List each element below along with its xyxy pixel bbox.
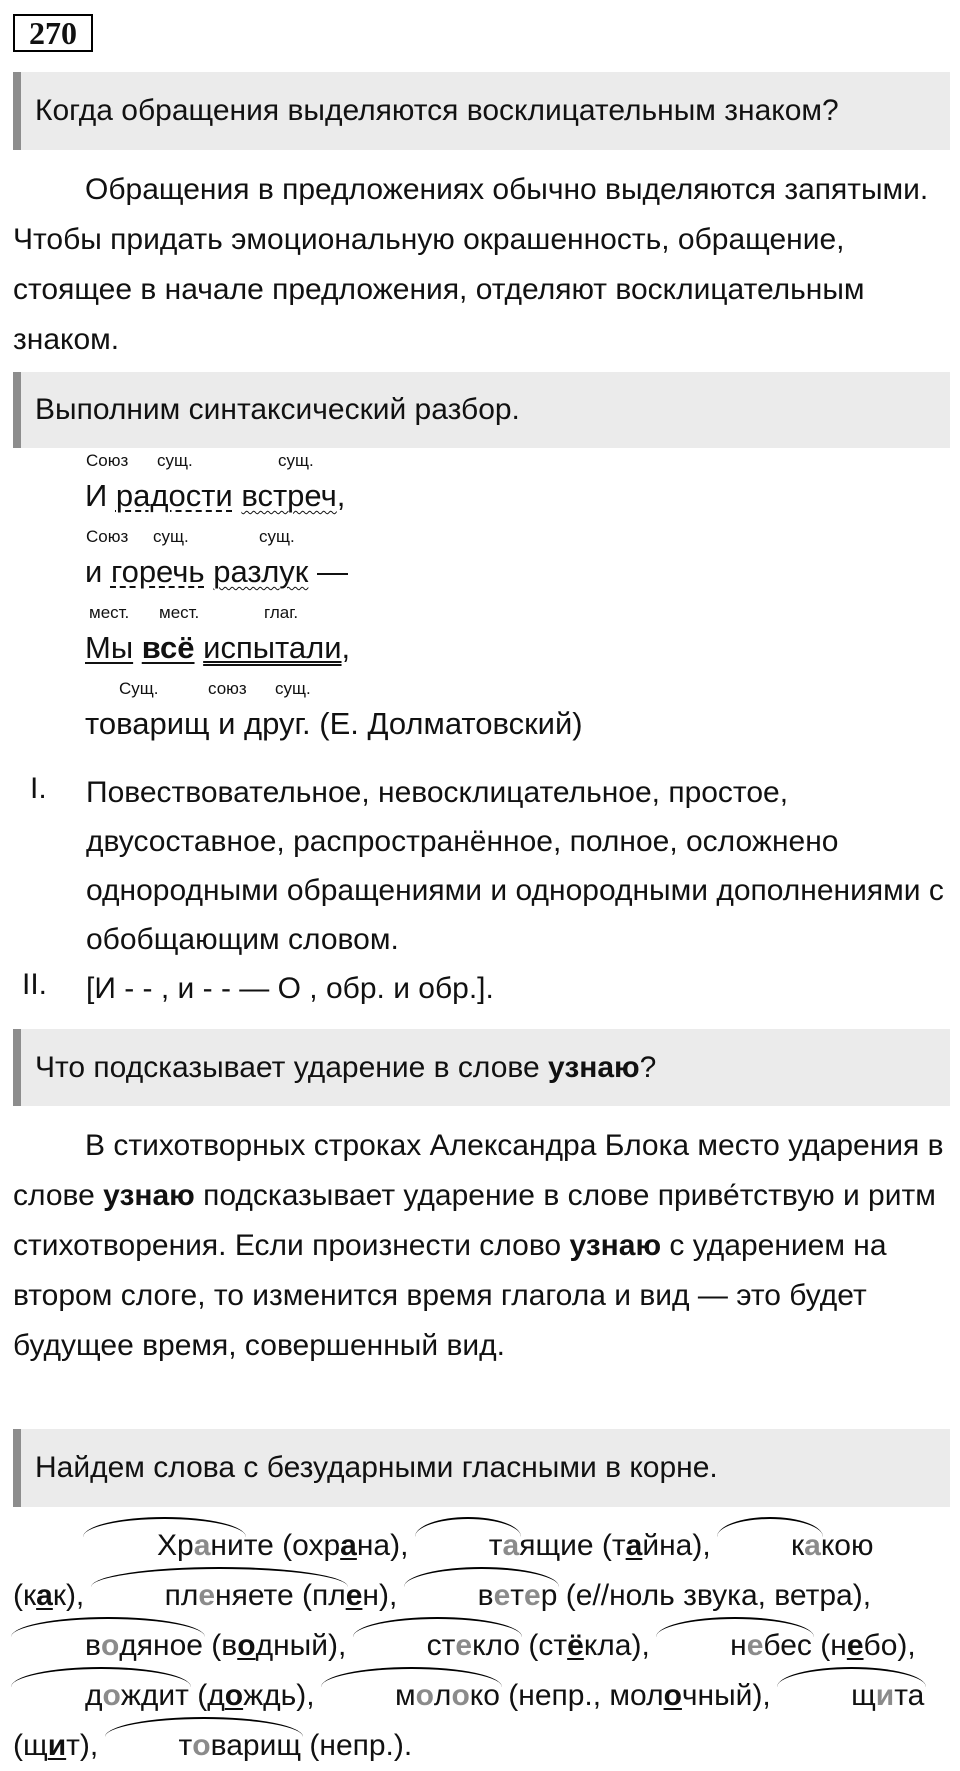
t: в	[85, 1629, 101, 1662]
label: мест.	[89, 603, 130, 622]
t: бес	[763, 1629, 812, 1662]
text: В стихотворных строках Александра Блока место ударения в слове	[13, 1129, 944, 1212]
t: (непр.).	[301, 1729, 413, 1762]
answer-3	[13, 1121, 950, 1371]
text: Что подсказывает ударение в слове	[35, 1050, 549, 1084]
t: е	[493, 1579, 511, 1612]
t: ждит	[120, 1679, 189, 1712]
poem-line-4: товарищ и друг. (Е. Долматовский)	[85, 706, 583, 741]
t: чный),	[681, 1679, 780, 1712]
label: сущ.	[278, 451, 314, 470]
answer-1-text: Обращения в предложениях обычно выделяются запятыми. Чтобы придать эмоциональную окрашенность, обращение, стоящее в начале предложения, отделяют восклицательным знаком.	[13, 173, 929, 356]
t: дяное	[119, 1629, 203, 1662]
text: узнаю	[548, 1050, 640, 1084]
text: подсказывает ударение в слове приве́тствую и ритм стихотворения. Если произнести слово	[13, 1179, 936, 1262]
t: а	[340, 1529, 357, 1562]
t: ни	[210, 1529, 244, 1562]
t: (н	[811, 1629, 847, 1662]
t: т),	[66, 1729, 107, 1762]
list-item-1: Повествовательное, невосклицательное, простое, двусоставное, распространённое, полное, осложнено однородными обращениями и однородными дополнениями с обобщающим словом.	[86, 776, 944, 956]
root-arc	[658, 1621, 812, 1671]
t: о	[100, 1629, 120, 1662]
label: Союз	[86, 451, 129, 470]
root-arc	[355, 1621, 520, 1671]
t: пл	[164, 1579, 199, 1612]
t: йна),	[642, 1529, 720, 1562]
word: испытали	[203, 630, 342, 665]
t: н),	[362, 1579, 406, 1612]
t: о	[224, 1679, 244, 1712]
root-arc	[406, 1571, 558, 1621]
t: ст	[426, 1629, 456, 1662]
word: и	[85, 554, 103, 589]
word: разлук	[213, 554, 309, 589]
t: (в	[211, 1629, 238, 1662]
t: та	[894, 1679, 925, 1712]
word: Мы	[85, 630, 134, 665]
t: няете (пл	[215, 1579, 346, 1612]
t: а	[36, 1579, 53, 1612]
root-arc	[779, 1671, 924, 1721]
t: и	[875, 1679, 895, 1712]
t: (е//ноль звука, ветра),	[557, 1579, 872, 1612]
t: е	[846, 1629, 864, 1662]
question-3-text	[35, 1051, 656, 1085]
t: о	[102, 1679, 121, 1712]
t: бо),	[863, 1629, 916, 1662]
t: е	[746, 1629, 764, 1662]
t: кло	[472, 1629, 521, 1662]
t: м	[394, 1679, 416, 1712]
root-arc	[13, 1621, 203, 1671]
t: н	[730, 1629, 747, 1662]
poem-line-3	[85, 630, 350, 666]
answer-3-text	[13, 1121, 950, 1371]
label: Союз	[86, 527, 129, 546]
question-2	[13, 372, 950, 448]
t: кою (к	[13, 1529, 874, 1612]
t: т	[488, 1529, 503, 1562]
t: ё	[567, 1629, 584, 1662]
t: кла),	[583, 1629, 659, 1662]
list-item-2: [И - - , и - - — О , обр. и обр.].	[86, 972, 494, 1005]
answer-4-text	[13, 1521, 950, 1771]
text: узнаю	[103, 1179, 195, 1212]
t: варищ	[210, 1729, 302, 1762]
label: сущ.	[275, 679, 311, 698]
question-3	[13, 1029, 950, 1106]
t: те (охр	[243, 1529, 341, 1562]
t: р	[540, 1579, 558, 1612]
list-marker: II.	[22, 968, 48, 1001]
t: т	[178, 1729, 193, 1762]
label: союз	[208, 679, 247, 698]
question-1-text: Когда обращения выделяются восклицательным знаком?	[35, 94, 839, 127]
t: е	[455, 1629, 473, 1662]
root-arc	[107, 1721, 302, 1771]
poem-line-2	[85, 554, 348, 590]
t: о	[237, 1629, 256, 1662]
label: сущ.	[157, 451, 193, 470]
text: узнаю	[569, 1229, 662, 1262]
t: о	[451, 1679, 470, 1712]
t: (щ	[13, 1729, 48, 1762]
t: а	[625, 1529, 643, 1562]
answer-4	[13, 1521, 950, 1771]
t: к),	[52, 1579, 85, 1612]
question-4	[13, 1429, 950, 1507]
label: сущ.	[259, 527, 295, 546]
t: щ	[851, 1679, 876, 1712]
t: е	[198, 1579, 216, 1612]
punct: ,	[336, 478, 346, 513]
t: д	[85, 1679, 103, 1712]
word: радости	[115, 478, 233, 513]
t: л	[433, 1679, 452, 1712]
punct: —	[308, 554, 348, 589]
root-arc	[719, 1521, 821, 1571]
t: е	[345, 1579, 363, 1612]
t: о	[192, 1729, 211, 1762]
root-arc	[323, 1671, 500, 1721]
t: т	[510, 1579, 525, 1612]
t: (д	[188, 1679, 225, 1712]
t: и	[47, 1729, 67, 1762]
t: о	[415, 1679, 434, 1712]
label: глаг.	[264, 603, 299, 622]
t: ждь),	[243, 1679, 315, 1712]
list-marker: I.	[30, 772, 47, 805]
word: горечь	[110, 554, 205, 589]
t: к	[791, 1529, 805, 1562]
t: а	[502, 1529, 520, 1562]
root-arc	[13, 1671, 189, 1721]
label: мест.	[159, 603, 200, 622]
t: ко	[469, 1679, 500, 1712]
text: с ударением на втором слоге, то изменится время глагола и вид — это будет будущее время, совершенный вид.	[13, 1229, 887, 1362]
question-4-text: Найдем слова с безударными гласными в корне.	[35, 1451, 718, 1484]
question-1	[13, 72, 950, 150]
question-2-text: Выполним синтаксический разбор.	[35, 393, 520, 426]
root-arc	[85, 1521, 244, 1571]
t: в	[477, 1579, 494, 1612]
label: сущ.	[153, 527, 189, 546]
text: ?	[639, 1050, 657, 1084]
root-arc	[417, 1521, 519, 1571]
t: (непр., мол	[499, 1679, 664, 1712]
t: ящие (т	[519, 1529, 626, 1562]
t: (ст	[520, 1629, 568, 1662]
word: И	[85, 478, 108, 513]
word: всё	[141, 630, 195, 665]
t: о	[663, 1679, 682, 1712]
t: а	[193, 1529, 211, 1562]
label: Сущ.	[119, 679, 159, 698]
t: е	[524, 1579, 541, 1612]
t: дный),	[255, 1629, 355, 1662]
poem-line-1	[85, 478, 345, 514]
t: а	[804, 1529, 821, 1562]
root-arc	[93, 1571, 346, 1621]
answer-1	[13, 165, 950, 365]
punct: ,	[341, 630, 351, 665]
t: на),	[356, 1529, 417, 1562]
word: встреч	[241, 478, 337, 513]
exercise-number: 270	[13, 14, 93, 52]
t: Хр	[157, 1529, 194, 1562]
